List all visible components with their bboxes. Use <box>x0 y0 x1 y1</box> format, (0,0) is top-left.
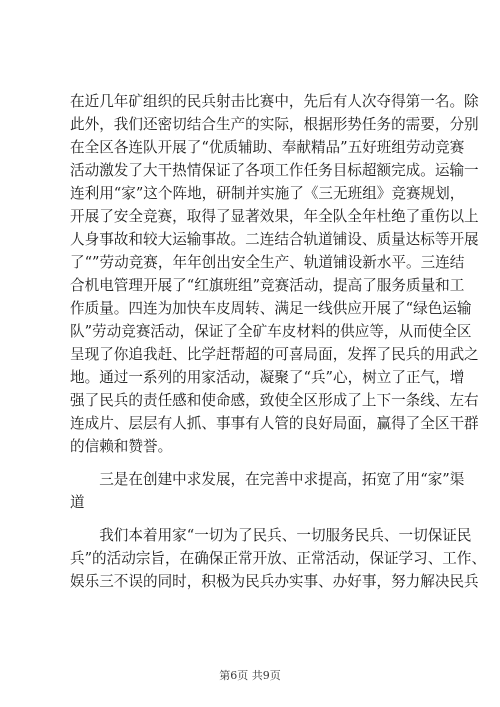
text-line: 呈现了你追我赶、比学赶帮超的可喜局面，发挥了民兵的用武之 <box>70 346 479 363</box>
text-line: 在近几年矿组织的民兵射击比赛中，先后有人次夺得第一名。除 <box>70 93 479 110</box>
text-line: 了“”劳动竞赛，年年创出安全生产、轨道铺设新水平。三连结 <box>70 254 465 271</box>
text-line: 人身事故和较大运输事故。二连结合轨道铺设、质量达标等开展 <box>70 231 479 248</box>
body-text <box>70 90 487 593</box>
page-number-footer: 第6页 共9页 <box>219 669 281 682</box>
text-line: 娱乐三不误的同时，积极为民兵办实事、办好事，努力解决民兵 <box>70 573 479 590</box>
text-line: 三是在创建中求发展，在完善中求提高，拓宽了用“家”渠 <box>70 471 465 488</box>
paragraph <box>70 468 465 514</box>
paragraph-spacer <box>70 458 434 468</box>
text-line: 兵”的活动宗旨，在确保正常开放、正常活动，保证学习、工作、 <box>70 550 487 567</box>
text-line: 的信赖和赞誉。 <box>70 438 173 455</box>
text-line: 我们本着用家“一切为了民兵、一切服务民兵、一切保证民 <box>70 527 472 544</box>
text-line: 连成片、层层有人抓、事事有人管的良好局面，赢得了全区干群 <box>70 415 479 432</box>
text-line: 活动激发了大干热情保证了各项工作任务目标超额完成。运输一 <box>70 162 479 179</box>
text-line: 在全区各连队开展了“优质辅助、奉献精品”五好班组劳动竞赛 <box>70 139 465 156</box>
text-line: 强了民兵的责任感和使命感，致使全区形成了上下一条线、左右 <box>70 392 479 409</box>
paragraph <box>70 524 487 593</box>
paragraph-spacer <box>70 514 434 524</box>
text-line: 道 <box>70 494 85 511</box>
text-line: 合机电管理开展了“红旗班组”竞赛活动，提高了服务质量和工 <box>70 277 465 294</box>
text-line: 开展了安全竞赛，取得了显著效果，年全队全年杜绝了重伤以上 <box>70 208 479 225</box>
text-line: 队”劳动竞赛活动，保证了全矿车皮材料的供应等，从而使全区 <box>70 323 472 340</box>
text-line: 作质量。四连为加快车皮周转、满足一线供应开展了“绿色运输 <box>70 300 472 317</box>
text-line: 连利用“家”这个阵地，研制并实施了《三无班组》竞赛规划， <box>70 185 465 202</box>
text-line: 此外，我们还密切结合生产的实际，根据形势任务的需要，分别 <box>70 116 479 133</box>
text-line: 地。通过一系列的用家活动，凝聚了“兵”心，树立了正气，增 <box>70 369 465 386</box>
paragraph <box>70 90 479 458</box>
